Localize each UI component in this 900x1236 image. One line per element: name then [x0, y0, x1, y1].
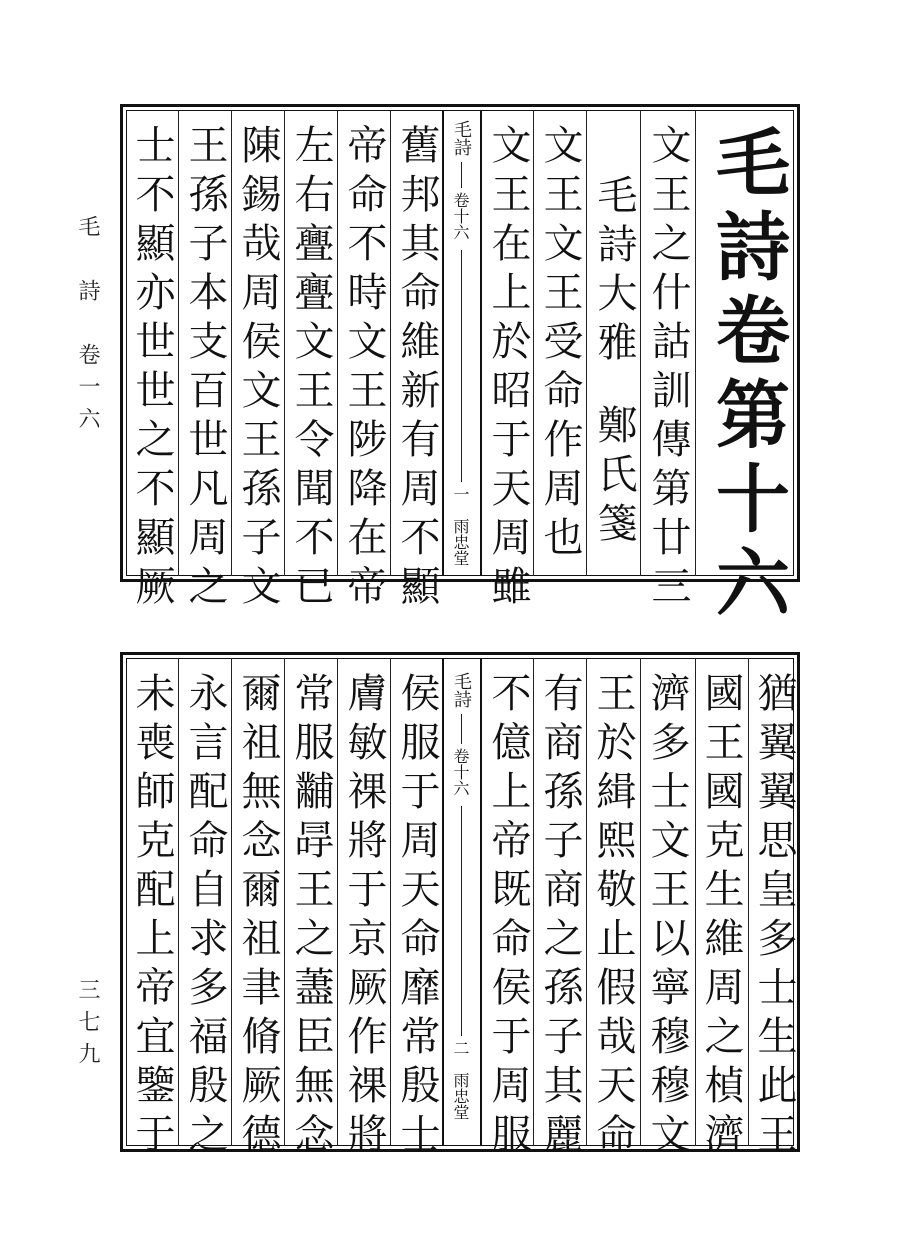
margin-header: 毛 詩 卷一六	[75, 215, 100, 439]
bottom-column-10: 爾祖無念爾祖聿脩厥德	[235, 672, 281, 1162]
bottom-column-7: 侯服于周天命靡常殷士	[394, 672, 440, 1162]
top-column-5: 陳錫哉周侯文王孫子文	[235, 124, 281, 614]
bottom-column-9: 常服黼冔王之藎臣無念	[288, 672, 334, 1162]
fishtail-title: 毛詩	[451, 672, 472, 708]
fishtail-publisher: 一 雨忠堂	[451, 486, 470, 566]
top-column-3: 帝命不時文王陟降在帝	[341, 124, 387, 614]
page-number: 三七九	[75, 978, 100, 1074]
book-title: 毛詩卷第十六	[704, 124, 790, 628]
bottom-column-1: 猶翼翼思皇多士生此王	[751, 672, 797, 1162]
chapter-title: 文王之什詁訓傳第廿三	[645, 124, 691, 614]
bottom-column-4: 王於緝熙敬止假哉天命	[590, 672, 636, 1162]
bottom-column-11: 永言配命自求多福殷之	[182, 672, 228, 1162]
bottom-column-6: 不億上帝既命侯于周服	[485, 672, 531, 1162]
section-title: 毛詩大雅	[591, 174, 637, 370]
bottom-column-12: 未喪師克配上帝宜鑒于	[129, 672, 175, 1162]
fishtail-publisher: 二 雨忠堂	[451, 1040, 470, 1120]
top-column-1: 文王在上於昭于天周雖	[485, 124, 531, 614]
fishtail-juan: 卷十六	[451, 748, 470, 796]
bottom-column-8: 膚敏祼將于京厥作祼將	[341, 672, 387, 1162]
bottom-column-2: 國王國克生維周之楨濟	[698, 672, 744, 1162]
poem-title: 文王文王受命作周也	[537, 124, 583, 565]
top-column-4: 左右亹亹文王令聞不已	[288, 124, 334, 614]
bottom-column-5: 有商孫子商之孫子其麗	[537, 672, 583, 1162]
top-column-6: 王孫子本支百世凡周之	[182, 124, 228, 614]
fishtail-juan: 卷十六	[451, 192, 470, 240]
bottom-column-3: 濟多士文王以寧穆穆文	[644, 672, 690, 1162]
fishtail-title: 毛詩	[451, 120, 472, 156]
top-column-7: 士不顯亦世世之不顯厥	[129, 124, 175, 614]
top-column-2: 舊邦其命維新有周不顯	[394, 124, 440, 614]
commentator: 鄭氏箋	[591, 404, 637, 551]
